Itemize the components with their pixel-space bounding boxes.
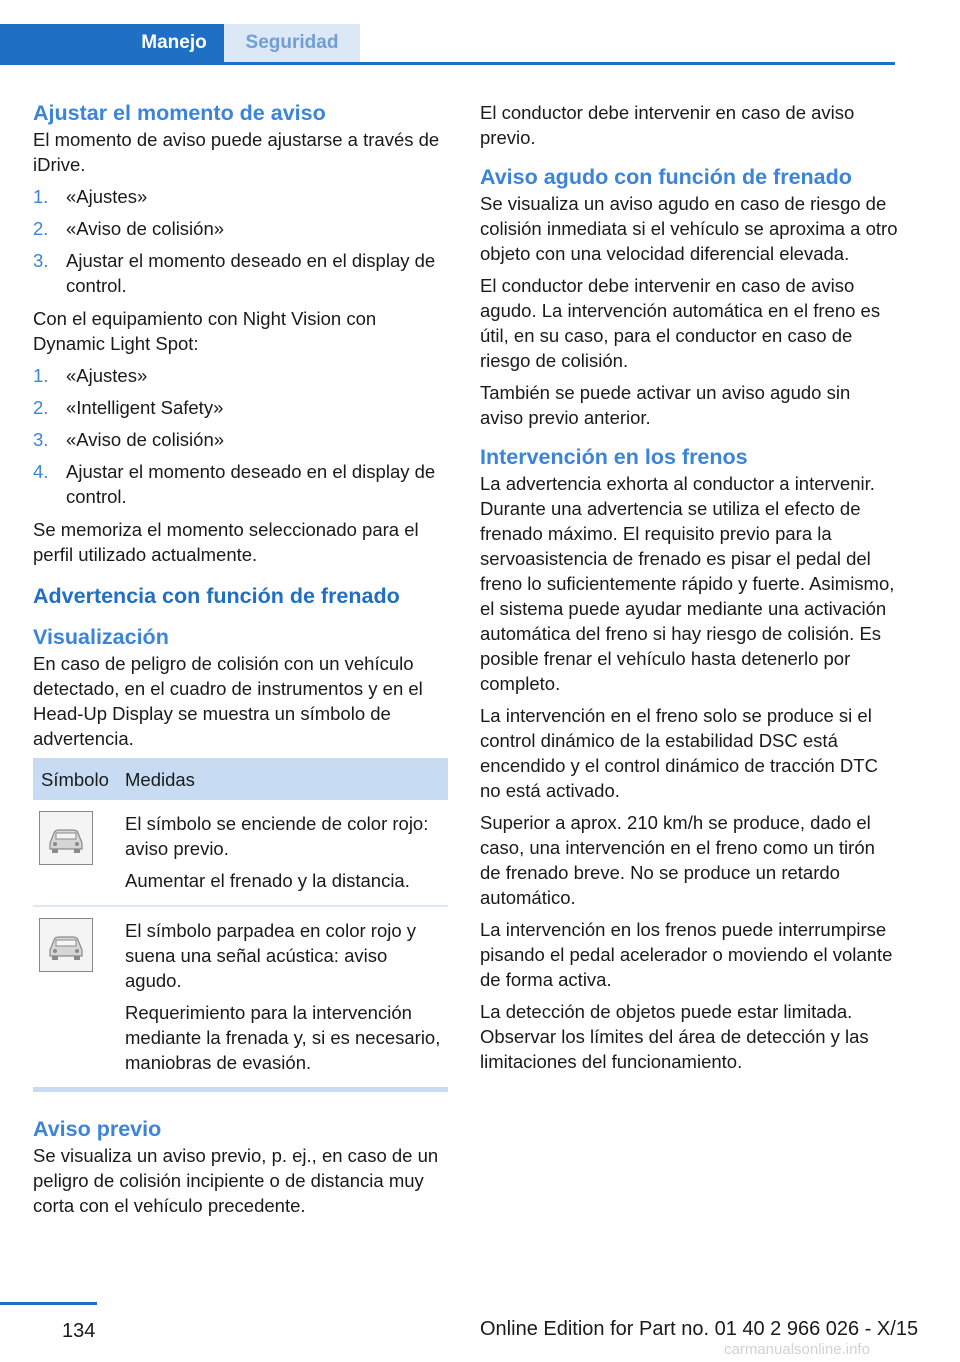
page-number: 134 (62, 1320, 96, 1342)
steps-list-2 (33, 363, 448, 509)
list-item: 1. «Ajustes» (33, 365, 148, 386)
paragraph-acute-2: El conductor debe intervenir en caso de aviso agudo. La intervención automática en el freno es útil, en su caso, para el conductor en caso de riesgo de colisión. (480, 275, 881, 371)
paragraph-adjust-intro: El momento de aviso puede ajustarse a través de iDrive. (33, 129, 440, 175)
table-row (33, 800, 448, 906)
list-item: 3. Ajustar el momento deseado en el display de control. (33, 250, 436, 296)
measures-cell: El símbolo se enciende de color rojo: aviso previo. Aumentar el frenado y la distancia. (117, 800, 448, 906)
header-symbol: Símbolo (33, 758, 117, 800)
heading-display: Visualización (33, 625, 169, 649)
paragraph-brakes-2: La intervención en el freno solo se produce si el control dinámico de la estabilidad DSC está encendido y el control dinámico de tracción DTC no está activado. (480, 705, 878, 801)
heading-brake-intervention: Intervención en los frenos (480, 445, 748, 469)
heading-preview-warning: Aviso previo (33, 1117, 162, 1141)
table-header-row (33, 758, 448, 800)
paragraph-brakes-1: La advertencia exhorta al conductor a intervenir. Durante una advertencia se utiliza el efecto de frenado máximo. El requisito previo para la servoasistencia de frenado es pisar el pedal del freno lo suficientemente rápido y fuerte. Asimismo, el sistema puede ayudar mediante una activación automática del freno si hay riesgo de colisión. Es posible frenar el vehículo hasta detenerlo por completo. (480, 473, 895, 694)
paragraph-preview-warning: Se visualiza un aviso previo, p. ej., en caso de un peligro de colisión incipiente o de distancia muy corta con el vehículo precedente. (33, 1145, 439, 1216)
paragraph-intervene: El conductor debe intervenir en caso de aviso previo. (480, 102, 855, 148)
car-warning-icon (39, 811, 93, 865)
paragraph-acute-3: También se puede activar un aviso agudo sin aviso previo anterior. (480, 382, 851, 428)
symbol-table (33, 758, 448, 1092)
paragraph-night-vision: Con el equipamiento con Night Vision con Dynamic Light Spot: (33, 308, 377, 354)
header-measures: Medidas (117, 758, 448, 800)
paragraph-acute-1: Se visualiza un aviso agudo en caso de riesgo de colisión inmediata si el vehículo se aproxima a otro objeto con una velocidad diferencial elevada. (480, 193, 898, 264)
list-item: 2. «Aviso de colisión» (33, 218, 225, 239)
tab-manejo[interactable]: Manejo (124, 24, 224, 62)
paragraph-brakes-5: La detección de objetos puede estar limitada. Observar los límites del área de detección y las limitaciones del funcionamiento. (480, 1001, 869, 1072)
list-item: 4. Ajustar el momento deseado en el display de control. (33, 461, 436, 507)
paragraph-brakes-4: La intervención en los frenos puede interrumpirse pisando el pedal acelerador o moviendo el volante de forma activa. (480, 919, 893, 990)
steps-list-1 (33, 184, 448, 298)
chapter-tab-bar (0, 24, 895, 65)
heading-adjust-warning-time: Ajustar el momento de aviso (33, 101, 326, 125)
list-item: 2. «Intelligent Safety» (33, 397, 224, 418)
table-row (33, 906, 448, 1090)
paragraph-display: En caso de peligro de colisión con un vehículo detectado, en el cuadro de instrumentos y en el Head-Up Display se muestra un símbolo de advertencia. (33, 653, 423, 749)
car-warning-icon (39, 918, 93, 972)
measures-cell: El símbolo parpadea en color rojo y suena una señal acústica: aviso agudo. Requerimiento para la intervención mediante la frenada y, si es necesario, maniobras de evasión. (117, 906, 448, 1090)
paragraph-brakes-3: Superior a aprox. 210 km/h se produce, dado el caso, una intervención en el freno como un tirón de frenado breve. No se produce un retardo automático. (480, 812, 875, 908)
watermark: carmanualsonline.info (724, 1341, 870, 1358)
edition-note: Online Edition for Part no. 01 40 2 966 026 - X/15 (480, 1318, 919, 1340)
list-item: 3. «Aviso de colisión» (33, 429, 225, 450)
tab-seguridad[interactable]: Seguridad (224, 24, 360, 62)
heading-acute-warning: Aviso agudo con función de frenado (480, 165, 852, 189)
heading-warning-braking: Advertencia con función de frenado (33, 584, 400, 608)
right-column (480, 100, 898, 1081)
paragraph-memorize: Se memoriza el momento seleccionado para el perfil utilizado actualmente. (33, 519, 419, 565)
footer-rule (0, 1302, 97, 1305)
list-item: 1. «Ajustes» (33, 186, 148, 207)
left-column (33, 100, 448, 1225)
tab-bar-lead (0, 24, 124, 62)
